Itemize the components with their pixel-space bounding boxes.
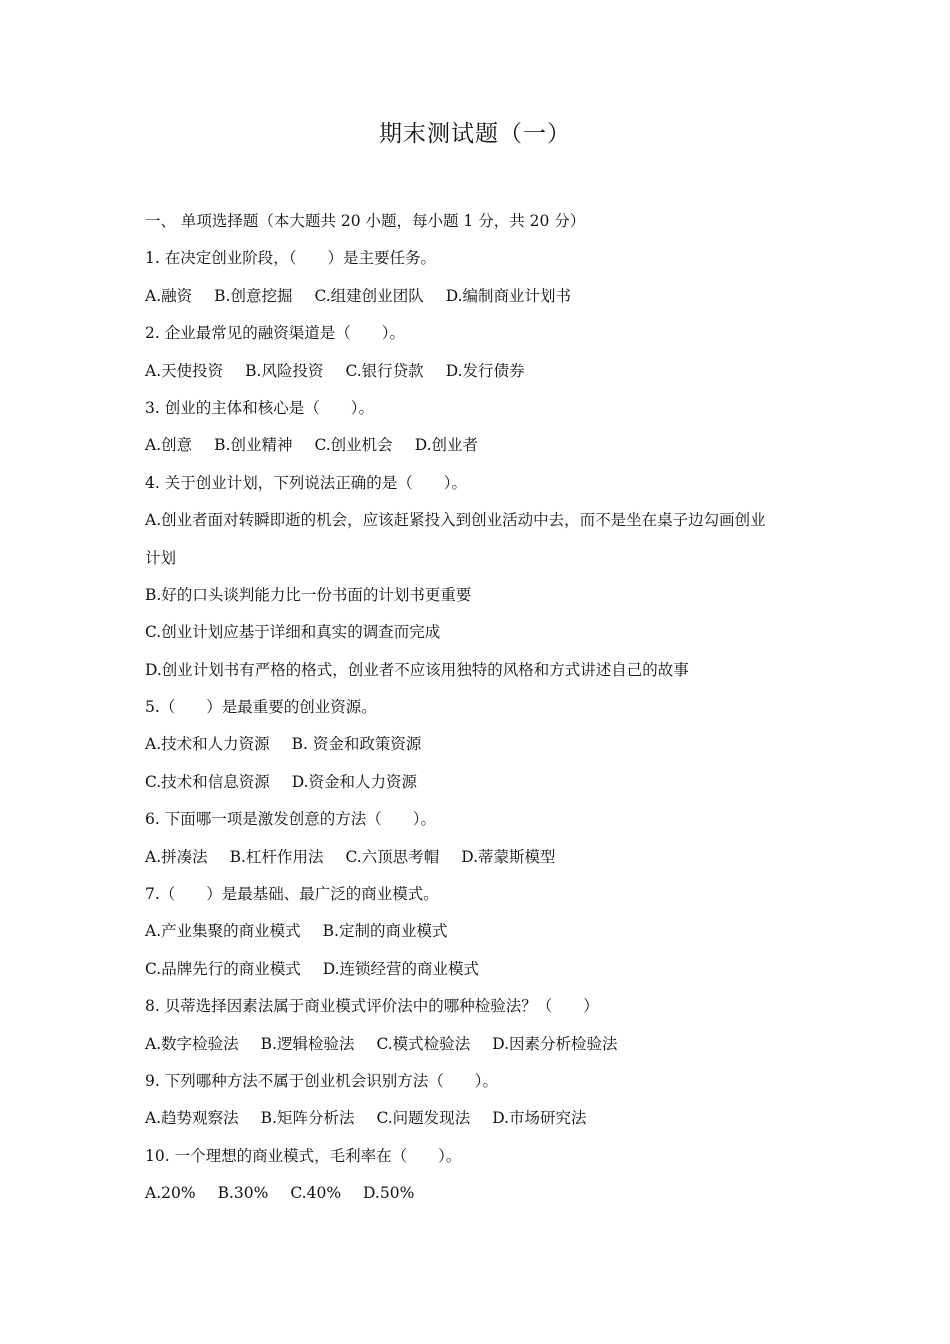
answer-option: D.编制商业计划书 [445, 286, 572, 305]
answer-option: D.发行债券 [445, 361, 525, 380]
question-list [145, 203, 815, 1213]
option-row [145, 1026, 815, 1063]
answer-option: C.技术和信息资源 [145, 772, 270, 791]
answer-option: B.矩阵分析法 [260, 1109, 355, 1128]
answer-option: A.天使投资 [145, 361, 224, 380]
question-stem: 3. 创业的主体和核心是（ ）。 [145, 398, 374, 417]
answer-option: B. 资金和政策资源 [291, 735, 422, 754]
question-stem: 1. 在决定创业阶段，（ ）是主要任务。 [145, 249, 436, 268]
answer-option: A.拼凑法 [145, 847, 208, 866]
answer-option: 计划 [145, 548, 177, 567]
answer-option: C.组建创业团队 [314, 286, 424, 305]
answer-option: B.好的口头谈判能力比一份书面的计划书更重要 [145, 585, 472, 604]
answer-option: C.问题发现法 [376, 1109, 471, 1128]
answer-option: C.模式检验法 [376, 1034, 471, 1053]
option-row [145, 1100, 815, 1137]
answer-option: C.品牌先行的商业模式 [145, 959, 301, 978]
answer-option: C.创业计划应基于详细和真实的调查而完成 [145, 623, 441, 642]
answer-option: D.因素分析检验法 [492, 1034, 618, 1053]
answer-option: D.连锁经营的商业模式 [322, 959, 480, 978]
option-row [145, 726, 815, 763]
answer-option: D.市场研究法 [492, 1109, 587, 1128]
question-stem: 9. 下列哪种方法不属于创业机会识别方法（ ）。 [145, 1071, 498, 1090]
option-row [145, 502, 815, 539]
question-stem: 10. 一个理想的商业模式，毛利率在（ ）。 [145, 1146, 462, 1165]
answer-option: C.创业机会 [314, 436, 393, 455]
question-stem: 4. 关于创业计划，下列说法正确的是（ ）。 [145, 473, 467, 492]
answer-option: A.趋势观察法 [145, 1109, 239, 1128]
question-stem: 7.（ ）是最基础、最广泛的商业模式。 [145, 885, 439, 904]
answer-option: B.创业精神 [214, 436, 293, 455]
option-row [145, 652, 815, 689]
answer-option: D.创业者 [414, 436, 479, 455]
answer-option: D.蒂蒙斯模型 [461, 847, 556, 866]
option-row [145, 951, 815, 988]
answer-option: B.风险投资 [245, 361, 324, 380]
answer-option: B.创意挖掘 [214, 286, 293, 305]
answer-option: D.创业计划书有严格的格式，创业者不应该用独特的风格和方式讲述自己的故事 [145, 660, 689, 679]
answer-option: B.定制的商业模式 [322, 922, 448, 941]
question-stem: 8. 贝蒂选择因素法属于商业模式评价法中的哪种检验法？（ ） [145, 997, 599, 1016]
answer-option: B.杠杆作用法 [229, 847, 324, 866]
question-stem: 6. 下面哪一项是激发创意的方法（ ）。 [145, 810, 436, 829]
option-row [145, 1175, 815, 1212]
answer-option: A.数字检验法 [145, 1034, 239, 1053]
answer-option: A.创意 [145, 436, 193, 455]
option-row [145, 614, 815, 651]
question-stem: 2. 企业最常见的融资渠道是（ ）。 [145, 324, 405, 343]
answer-option: D.50% [363, 1184, 415, 1203]
option-row [145, 540, 815, 577]
answer-option: A.20% [145, 1184, 196, 1203]
option-row [145, 278, 815, 315]
option-row [145, 913, 815, 950]
question-stem: 5.（ ）是最重要的创业资源。 [145, 698, 377, 717]
answer-option: A.产业集聚的商业模式 [145, 922, 301, 941]
option-row [145, 427, 815, 464]
answer-option: B.30% [217, 1184, 269, 1203]
answer-option: D.资金和人力资源 [291, 772, 418, 791]
option-row [145, 764, 815, 801]
page-title: 期末测试题（一） [379, 121, 571, 147]
option-row [145, 353, 815, 390]
answer-option: C.六顶思考帽 [345, 847, 440, 866]
answer-option: C.银行贷款 [345, 361, 424, 380]
answer-option: A.融资 [145, 286, 193, 305]
option-row [145, 577, 815, 614]
answer-option: B.逻辑检验法 [260, 1034, 355, 1053]
section-heading: 一、 单项选择题（本大题共 20 小题，每小题 1 分，共 20 分） [145, 212, 586, 230]
option-row [145, 839, 815, 876]
answer-option: A.技术和人力资源 [145, 735, 270, 754]
answer-option: A.创业者面对转瞬即逝的机会，应该赶紧投入到创业活动中去，而不是坐在桌子边勾画创业 [145, 511, 766, 530]
answer-option: C.40% [290, 1184, 342, 1203]
